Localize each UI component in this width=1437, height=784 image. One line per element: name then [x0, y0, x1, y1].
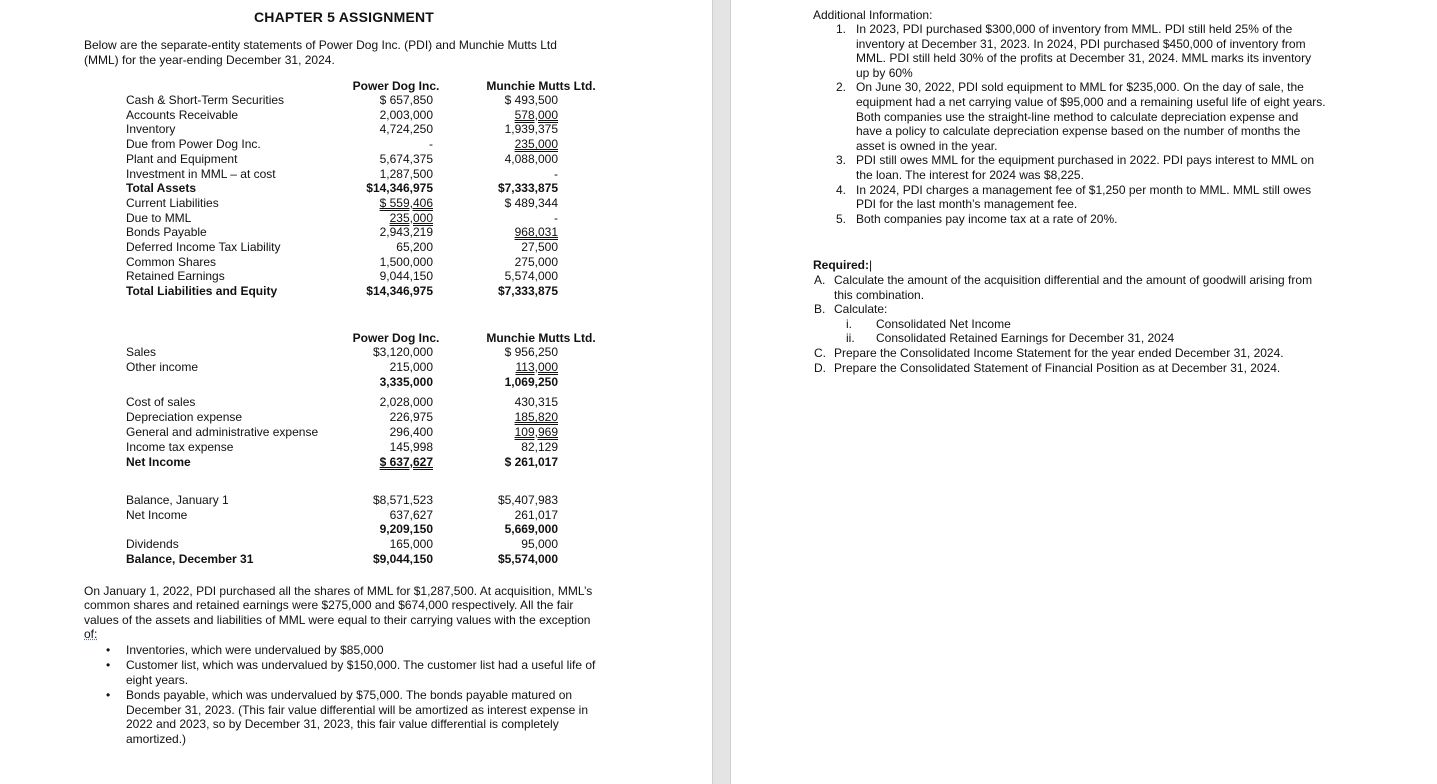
paragraph-line: values of the assets and liabilities of MML were equal to their carrying values with the exception [84, 613, 591, 627]
pdi-value: $14,346,975 [366, 284, 433, 299]
pdi-value: 2,943,219 [379, 225, 433, 240]
list-line: eight years. [126, 672, 189, 687]
list-line: 2022 and 2023, so by December 31, 2023, this fair value differential is completely [126, 717, 559, 732]
list-number: A. [814, 273, 826, 287]
pdi-value: 2,028,000 [379, 395, 433, 410]
list-number: B. [814, 302, 826, 317]
pdi-value: 637,627 [389, 507, 433, 522]
list-line: PDI for the last month’s management fee. [856, 197, 1078, 212]
column-header: Power Dog Inc. [352, 331, 440, 345]
row-label: Deferred Income Tax Liability [126, 240, 281, 254]
pdi-value: 9,209,150 [379, 522, 433, 537]
pdi-value: 1,287,500 [379, 166, 433, 181]
mml-value: 1,069,250 [504, 374, 558, 389]
mml-value: $5,574,000 [497, 551, 558, 566]
pdi-value: 5,674,375 [379, 151, 433, 166]
list-line: December 31, 2023. (This fair value differential will be amortized as interest expense in [126, 702, 589, 717]
row-label: Total Assets [126, 181, 197, 196]
list-line: equipment had a net carrying value of $95,000 and a remaining useful life of eight years. [856, 95, 1326, 109]
row-label: Bonds Payable [126, 225, 207, 240]
mml-value: $ 956,250 [504, 345, 558, 359]
mml-value: 109,969 [514, 425, 558, 439]
mml-value: 1,939,375 [504, 122, 558, 137]
row-label: General and administrative expense [126, 425, 319, 439]
list-number: 4. [836, 182, 847, 197]
paragraph-line: common shares and retained earnings were $275,000 and $674,000 respectively. All the fair [84, 598, 574, 612]
pdi-value: 215,000 [389, 359, 433, 374]
mml-value: $ 261,017 [504, 454, 558, 469]
list-number: 3. [836, 153, 847, 168]
row-label: Plant and Equipment [126, 151, 238, 166]
page-title: CHAPTER 5 ASSIGNMENT [254, 9, 435, 25]
required-title: Required:| [813, 258, 873, 272]
page-gap [712, 0, 731, 784]
list-line: amortized.) [126, 731, 187, 746]
pdi-value: $ 657,850 [379, 93, 433, 107]
paragraph-line: On January 1, 2022, PDI purchased all the shares of MML for $1,287,500. At acquisition, MML’s [84, 584, 593, 598]
pdi-value: 145,998 [389, 439, 433, 454]
mml-value: - [554, 166, 558, 181]
list-line: asset is owned in the year. [856, 138, 998, 153]
mml-value: $ 489,344 [504, 195, 558, 210]
mml-value: 5,669,000 [504, 522, 558, 537]
mml-value: 430,315 [514, 395, 558, 410]
row-label: Net Income [126, 454, 191, 469]
mml-value: 968,031 [514, 225, 558, 240]
list-line: Prepare the Consolidated Income Statement for the year ended December 31, 2024. [834, 346, 1284, 360]
pdi-value: $9,044,150 [372, 551, 433, 566]
row-label: Balance, December 31 [126, 551, 254, 566]
list-number: 2. [836, 80, 847, 95]
bullet-icon: • [106, 658, 111, 673]
mml-value: 4,088,000 [504, 151, 558, 166]
row-label: Dividends [126, 537, 179, 552]
mml-value: 5,574,000 [504, 269, 558, 284]
row-label: Common Shares [126, 254, 217, 269]
list-line: Customer list, which was undervalued by $150,000. The customer list had a useful life of [126, 658, 596, 673]
mml-value: $ 493,500 [504, 93, 558, 107]
intro-line: Below are the separate-entity statements of Power Dog Inc. (PDI) and Munchie Mutts Ltd [84, 38, 557, 52]
row-label: Balance, January 1 [126, 493, 229, 507]
mml-value: 27,500 [521, 240, 558, 254]
pdi-value: 3,335,000 [379, 374, 433, 389]
list-line: this combination. [834, 287, 925, 302]
list-line: Inventories, which were undervalued by $85,000 [126, 643, 384, 657]
pdi-value: 2,003,000 [379, 107, 433, 122]
row-label: Inventory [126, 122, 176, 137]
pdi-value: $ 637,627 [379, 454, 433, 469]
intro-line: (MML) for the year-ending December 31, 2024. [84, 53, 335, 67]
row-label: Due from Power Dog Inc. [126, 137, 261, 152]
pdi-value: $ 559,406 [379, 195, 433, 210]
list-number: i. [846, 316, 852, 331]
list-line: have a policy to calculate depreciation expense based on the number of months the [856, 124, 1301, 139]
pdi-value: 4,724,250 [379, 122, 433, 137]
pdi-value: $3,120,000 [372, 345, 433, 359]
pdi-value: 226,975 [389, 410, 433, 425]
row-label: Depreciation expense [126, 410, 243, 425]
list-line: Consolidated Retained Earnings for December 31, 2024 [876, 331, 1175, 346]
list-line: Calculate the amount of the acquisition differential and the amount of goodwill arising from [834, 273, 1313, 287]
mml-value: 275,000 [514, 254, 558, 269]
list-number: 1. [836, 22, 847, 36]
list-line: the loan. The interest for 2024 was $8,225. [856, 168, 1084, 182]
row-label: Sales [126, 345, 157, 359]
row-label: Net Income [126, 507, 188, 522]
list-number: 5. [836, 211, 847, 226]
row-label: Accounts Receivable [126, 107, 239, 122]
column-header: Power Dog Inc. [352, 79, 440, 93]
list-line: Calculate: [834, 302, 888, 317]
paragraph-line: of: [84, 627, 98, 641]
pdi-value: $14,346,975 [366, 181, 433, 196]
row-label: Total Liabilities and Equity [126, 284, 278, 299]
pdi-value: 9,044,150 [379, 269, 433, 284]
mml-value: - [554, 210, 558, 225]
mml-value: 578,000 [514, 107, 558, 122]
column-header: Munchie Mutts Ltd. [486, 79, 596, 93]
row-label: Cash & Short-Term Securities [126, 93, 285, 107]
mml-value: $7,333,875 [497, 181, 558, 196]
mml-value: $5,407,983 [497, 493, 558, 507]
list-line: Prepare the Consolidated Statement of Financial Position as at December 31, 2024. [834, 360, 1281, 375]
list-line: Both companies use the straight-line method to calculate depreciation expense and [856, 109, 1299, 124]
list-line: In 2024, PDI charges a management fee of $1,250 per month to MML. MML still owes [856, 182, 1312, 197]
row-label: Other income [126, 359, 199, 374]
row-label: Investment in MML – at cost [126, 166, 276, 181]
list-line: Consolidated Net Income [876, 316, 1011, 331]
list-line: inventory at December 31, 2023. In 2024, PDI purchased $450,000 of inventory from [856, 36, 1306, 51]
pdi-value: 1,500,000 [379, 254, 433, 269]
pdi-value: 65,200 [396, 240, 433, 254]
document-page-left [0, 0, 712, 784]
list-number: D. [814, 360, 826, 375]
column-header: Munchie Mutts Ltd. [486, 331, 596, 345]
mml-value: 95,000 [521, 537, 558, 552]
row-label: Due to MML [126, 210, 192, 225]
mml-value: 235,000 [514, 137, 558, 152]
list-line: On June 30, 2022, PDI sold equipment to MML for $235,000. On the day of sale, the [856, 80, 1304, 95]
pdi-value: 235,000 [389, 210, 433, 225]
row-label: Retained Earnings [126, 269, 225, 284]
list-line: MML. PDI still held 30% of the profits at December 31, 2024. MML marks its inventory [856, 51, 1312, 66]
list-line: PDI still owes MML for the equipment purchased in 2022. PDI pays interest to MML on [856, 153, 1314, 168]
bullet-icon: • [106, 643, 111, 657]
list-line: Both companies pay income tax at a rate of 20%. [856, 211, 1118, 226]
row-label: Income tax expense [126, 439, 234, 454]
list-number: C. [814, 346, 826, 360]
document-page-right [731, 0, 1437, 784]
list-line: In 2023, PDI purchased $300,000 of inventory from MML. PDI still held 25% of the [856, 22, 1293, 36]
list-line: Bonds payable, which was undervalued by $75,000. The bonds payable matured on [126, 688, 573, 702]
pdi-value: - [429, 137, 433, 152]
pdi-value: 165,000 [389, 537, 433, 552]
list-number: ii. [846, 331, 855, 346]
mml-value: 185,820 [514, 410, 558, 425]
mml-value: 82,129 [521, 439, 558, 454]
mml-value: 261,017 [514, 507, 558, 522]
additional-info-title: Additional Information: [813, 8, 933, 22]
pdi-value: $8,571,523 [372, 493, 433, 507]
mml-value: $7,333,875 [497, 284, 558, 299]
bullet-icon: • [106, 688, 111, 702]
list-line: up by 60% [856, 65, 913, 80]
row-label: Cost of sales [126, 395, 196, 410]
mml-value: 113,000 [515, 359, 558, 374]
pdi-value: 296,400 [389, 425, 433, 439]
row-label: Current Liabilities [126, 195, 219, 210]
